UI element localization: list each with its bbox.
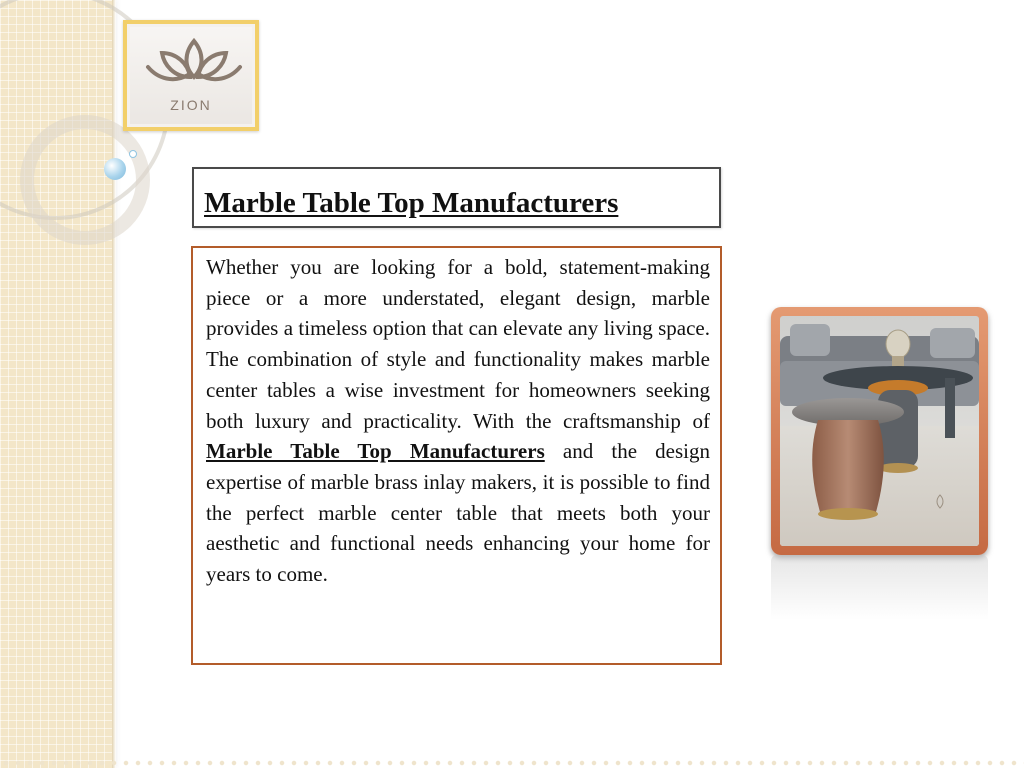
decorative-bubble-small [129,150,137,158]
body-text-before: Whether you are looking for a bold, statement-making piece or a more understated, elegant design, marble provides a timeless option that can elevate any living space. The combination of style and functionality makes marble center tables a wise investment for homeowners seeking both luxury and practicality. With the craftsmanship of [206,255,710,433]
title-box [192,167,721,228]
photo-reflection [771,555,988,620]
product-photo-frame [771,307,988,555]
body-text-after: and the design expertise of marble brass inlay makers, it is possible to find the perfect marble center table that meets both your aesthetic and functional needs enhancing your home for years to come. [206,439,710,587]
logo-text: ZION [170,97,212,113]
body-text-box [191,246,722,665]
company-logo [123,20,259,131]
marble-table-top-manufacturers-link[interactable]: Marble Table Top Manufacturers [206,439,545,464]
marble-center-tables-photo [780,316,979,546]
decorative-bubble [104,158,126,180]
decorative-bottom-band [0,758,1024,768]
decorative-ring-small [20,115,150,245]
body-paragraph [206,252,710,590]
page-title: Marble Table Top Manufacturers [204,187,619,219]
lotus-leaves-icon [144,33,244,93]
